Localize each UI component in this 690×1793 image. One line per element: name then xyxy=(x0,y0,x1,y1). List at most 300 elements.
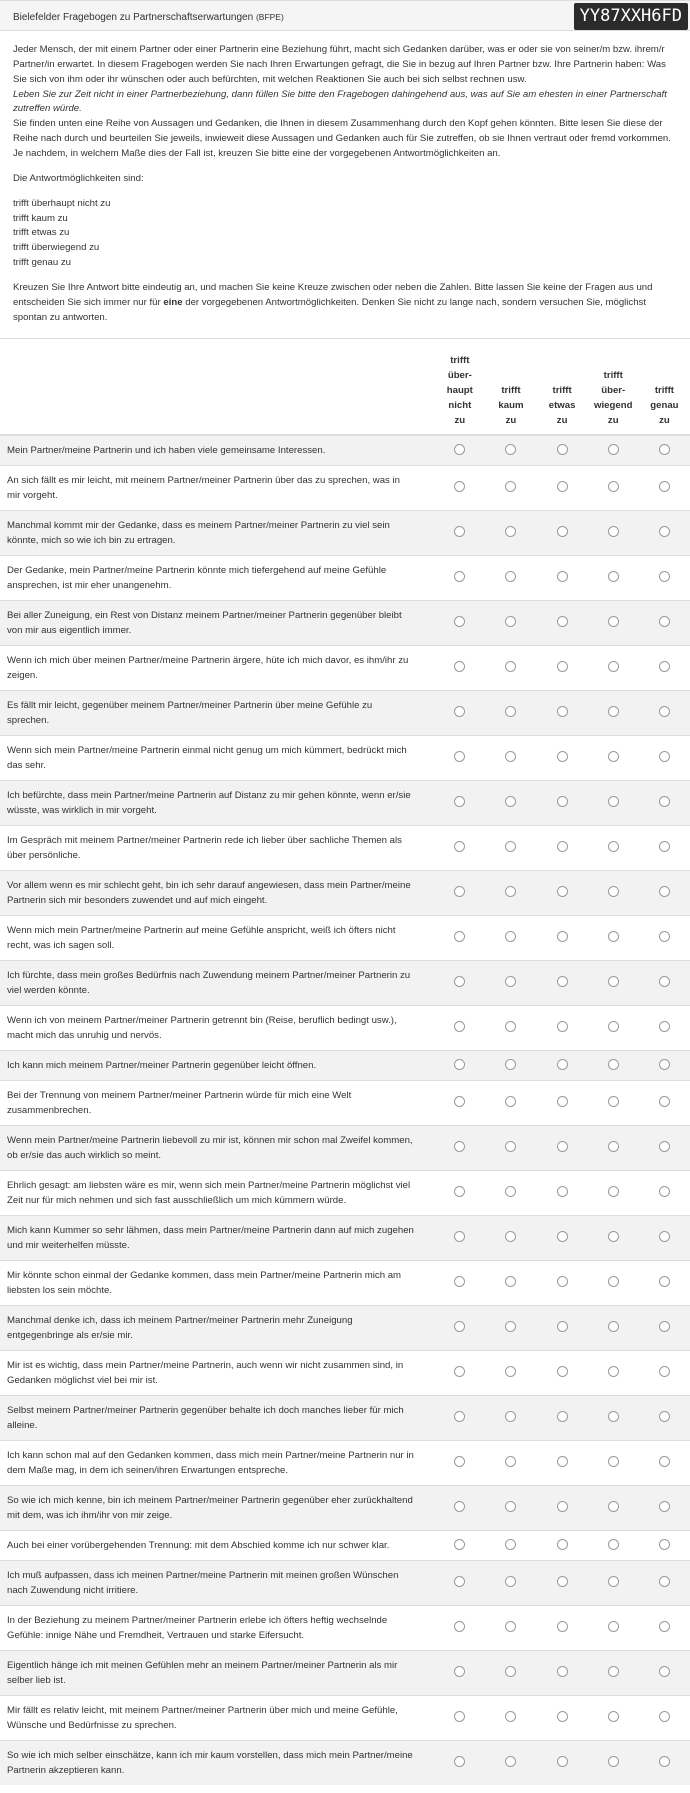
answer-cell xyxy=(434,825,485,870)
question-row xyxy=(0,1695,690,1740)
answer-cell xyxy=(639,1125,690,1170)
answer-radio[interactable] xyxy=(557,1411,568,1422)
answer-radio[interactable] xyxy=(557,706,568,717)
answer-radio[interactable] xyxy=(505,1231,516,1242)
answer-cell xyxy=(537,600,588,645)
answer-radio[interactable] xyxy=(557,1576,568,1587)
answer-cell xyxy=(485,1740,536,1785)
answer-radio[interactable] xyxy=(608,706,619,717)
options-heading: Die Antwortmöglichkeiten sind: xyxy=(13,172,144,184)
answer-radio[interactable] xyxy=(454,526,465,537)
answer-radio[interactable] xyxy=(608,1141,619,1152)
answer-radio[interactable] xyxy=(454,661,465,672)
question-text: Mir ist es wichtig, dass mein Partner/meine Partnerin, auch wenn wir nicht zusammen sind, in Gedanken möglichst viel bei mir ist. xyxy=(7,1359,404,1386)
answer-cell xyxy=(485,1170,536,1215)
answer-radio[interactable] xyxy=(608,1539,619,1550)
answer-radio[interactable] xyxy=(557,841,568,852)
answer-radio[interactable] xyxy=(557,481,568,492)
instructions xyxy=(0,31,690,339)
answer-radio[interactable] xyxy=(608,444,619,455)
answer-radio[interactable] xyxy=(557,1186,568,1197)
answer-radio[interactable] xyxy=(659,1711,670,1722)
question-row xyxy=(0,600,690,645)
answer-radio[interactable] xyxy=(557,1456,568,1467)
answer-radio[interactable] xyxy=(454,886,465,897)
answer-radio[interactable] xyxy=(659,1539,670,1550)
question-text: Wenn sich mein Partner/meine Partnerin einmal nicht genug um mich kümmert, bedrückt mich das sehr. xyxy=(7,744,407,771)
answer-cell xyxy=(639,735,690,780)
option-text: trifft überwiegend zu xyxy=(13,242,100,254)
question-row xyxy=(0,465,690,510)
answer-radio[interactable] xyxy=(659,1059,670,1070)
answer-radio[interactable] xyxy=(608,1621,619,1632)
answer-cell xyxy=(485,1305,536,1350)
question-rows xyxy=(0,435,690,1785)
answer-cell xyxy=(588,1050,639,1080)
answer-column-header xyxy=(537,339,588,435)
answer-radio[interactable] xyxy=(557,1276,568,1287)
answer-radio[interactable] xyxy=(608,1096,619,1107)
answer-cell xyxy=(485,915,536,960)
answer-radio[interactable] xyxy=(659,1456,670,1467)
answer-cell xyxy=(588,1080,639,1125)
answer-radio[interactable] xyxy=(659,1276,670,1287)
question-text: Wenn ich von meinem Partner/meiner Partnerin getrennt bin (Reise, beruflich bedingt usw.), macht mich das unruhig und nervös. xyxy=(7,1014,397,1041)
answer-cell xyxy=(588,1485,639,1530)
answer-radio[interactable] xyxy=(608,616,619,627)
answer-radio[interactable] xyxy=(505,1321,516,1332)
answer-radio[interactable] xyxy=(557,1756,568,1767)
answer-cell xyxy=(588,1740,639,1785)
answer-radio[interactable] xyxy=(454,1411,465,1422)
answer-radio[interactable] xyxy=(608,1456,619,1467)
answer-radio[interactable] xyxy=(557,1666,568,1677)
answer-cell xyxy=(485,1125,536,1170)
answer-radio[interactable] xyxy=(608,1756,619,1767)
question-row xyxy=(0,1530,690,1560)
answer-radio[interactable] xyxy=(608,1059,619,1070)
answer-radio[interactable] xyxy=(659,1366,670,1377)
answer-radio[interactable] xyxy=(557,1141,568,1152)
answer-cell xyxy=(588,1605,639,1650)
answer-cell xyxy=(537,1740,588,1785)
answer-cell xyxy=(485,600,536,645)
answer-radio[interactable] xyxy=(557,976,568,987)
answer-radio[interactable] xyxy=(454,1276,465,1287)
question-text: Ich muß aufpassen, dass ich meinen Partner/meine Partnerin mit meinen großen Wünschen nach Zuwendung nicht irritiere. xyxy=(7,1569,399,1596)
answer-cell xyxy=(537,1695,588,1740)
answer-cell xyxy=(537,1560,588,1605)
answer-radio[interactable] xyxy=(454,976,465,987)
answer-cell xyxy=(485,690,536,735)
question-text: Manchmal denke ich, dass ich meinem Partner/meiner Partnerin mehr Zuneigung entgegenbringe als er/sie mir. xyxy=(7,1314,353,1341)
answer-radio[interactable] xyxy=(454,1501,465,1512)
answer-radio[interactable] xyxy=(557,616,568,627)
answer-radio[interactable] xyxy=(557,751,568,762)
answer-radio[interactable] xyxy=(505,526,516,537)
column-header-line: zu xyxy=(505,414,517,426)
answer-radio[interactable] xyxy=(659,1501,670,1512)
answer-radio[interactable] xyxy=(659,1141,670,1152)
answer-radio[interactable] xyxy=(557,661,568,672)
answer-cell xyxy=(588,870,639,915)
question-row xyxy=(0,690,690,735)
answer-cell xyxy=(434,1215,485,1260)
question-row xyxy=(0,960,690,1005)
answer-radio[interactable] xyxy=(659,706,670,717)
answer-cell xyxy=(537,645,588,690)
column-header-line: haupt xyxy=(446,384,473,396)
answer-cell xyxy=(485,435,536,466)
answer-radio[interactable] xyxy=(608,1666,619,1677)
answer-radio[interactable] xyxy=(454,1621,465,1632)
answer-cell xyxy=(639,1650,690,1695)
answer-radio[interactable] xyxy=(454,1456,465,1467)
answer-radio[interactable] xyxy=(454,1576,465,1587)
answer-radio[interactable] xyxy=(557,1021,568,1032)
answer-cell xyxy=(537,1485,588,1530)
answer-cell xyxy=(588,1695,639,1740)
answer-radio[interactable] xyxy=(659,841,670,852)
answer-radio[interactable] xyxy=(505,1276,516,1287)
answer-radio[interactable] xyxy=(659,976,670,987)
answer-radio[interactable] xyxy=(505,976,516,987)
answer-radio[interactable] xyxy=(659,1021,670,1032)
answer-radio[interactable] xyxy=(608,481,619,492)
answer-radio[interactable] xyxy=(659,571,670,582)
answer-cell xyxy=(537,1650,588,1695)
answer-radio[interactable] xyxy=(659,444,670,455)
answer-cell xyxy=(537,960,588,1005)
answer-radio[interactable] xyxy=(505,1666,516,1677)
answer-cell xyxy=(537,1050,588,1080)
answer-cell xyxy=(639,1395,690,1440)
answer-cell xyxy=(434,1260,485,1305)
answer-radio[interactable] xyxy=(505,886,516,897)
answer-radio[interactable] xyxy=(557,1621,568,1632)
answer-cell xyxy=(434,1305,485,1350)
answer-radio[interactable] xyxy=(608,1321,619,1332)
question-row xyxy=(0,870,690,915)
question-text: Ich kann mich meinem Partner/meiner Partnerin gegenüber leicht öffnen. xyxy=(7,1059,317,1071)
question-text: Ich kann schon mal auf den Gedanken kommen, dass mich mein Partner/meine Partnerin nur in dem Maße mag, in dem ich seinen/ihren Erwartungen entspreche. xyxy=(7,1449,414,1476)
answer-radio[interactable] xyxy=(557,1096,568,1107)
answer-radio[interactable] xyxy=(505,796,516,807)
answer-cell xyxy=(485,1650,536,1695)
answer-radio[interactable] xyxy=(608,976,619,987)
answer-cell xyxy=(485,1005,536,1050)
column-header-row xyxy=(0,339,690,435)
answer-radio[interactable] xyxy=(608,1501,619,1512)
answer-radio[interactable] xyxy=(557,1231,568,1242)
question-row xyxy=(0,1560,690,1605)
answer-radio[interactable] xyxy=(505,1711,516,1722)
answer-radio[interactable] xyxy=(454,1186,465,1197)
answer-cell xyxy=(537,690,588,735)
question-row xyxy=(0,1260,690,1305)
answer-cell xyxy=(588,435,639,466)
answer-cell xyxy=(485,780,536,825)
answer-cell xyxy=(434,1650,485,1695)
answer-radio[interactable] xyxy=(454,481,465,492)
answer-radio[interactable] xyxy=(505,1059,516,1070)
question-row xyxy=(0,1215,690,1260)
answer-radio[interactable] xyxy=(608,1276,619,1287)
answer-radio[interactable] xyxy=(659,1321,670,1332)
answer-cell xyxy=(639,600,690,645)
question-text: Vor allem wenn es mir schlecht geht, bin ich sehr darauf angewiesen, dass mein Partner/meine Partnerin sich mir besonders zuwendet und auf mich eingeht. xyxy=(7,879,411,906)
answer-radio[interactable] xyxy=(454,1711,465,1722)
answer-radio[interactable] xyxy=(505,1576,516,1587)
question-row xyxy=(0,1305,690,1350)
answer-cell xyxy=(537,1080,588,1125)
question-text: Wenn mich mein Partner/meine Partnerin auf meine Gefühle anspricht, weiß ich öfters nicht recht, was ich sagen soll. xyxy=(7,924,396,951)
answer-radio[interactable] xyxy=(557,931,568,942)
answer-cell xyxy=(639,1080,690,1125)
answer-radio[interactable] xyxy=(505,1621,516,1632)
answer-radio[interactable] xyxy=(659,1096,670,1107)
answer-cell xyxy=(588,1350,639,1395)
answer-cell xyxy=(639,645,690,690)
answer-cell xyxy=(588,465,639,510)
question-row xyxy=(0,1080,690,1125)
answer-cell xyxy=(639,1530,690,1560)
column-header-line: etwas xyxy=(548,399,576,411)
answer-radio[interactable] xyxy=(608,841,619,852)
answer-radio[interactable] xyxy=(454,1231,465,1242)
answer-cell xyxy=(537,1170,588,1215)
answer-radio[interactable] xyxy=(454,931,465,942)
answer-cell xyxy=(537,870,588,915)
column-header-line: über- xyxy=(447,369,472,381)
answer-radio[interactable] xyxy=(505,706,516,717)
question-row xyxy=(0,1485,690,1530)
answer-cell xyxy=(639,1305,690,1350)
answer-radio[interactable] xyxy=(608,1711,619,1722)
answer-radio[interactable] xyxy=(557,526,568,537)
question-text: Mein Partner/meine Partnerin und ich haben viele gemeinsame Interessen. xyxy=(7,444,326,456)
answer-radio[interactable] xyxy=(659,1411,670,1422)
answer-radio[interactable] xyxy=(505,481,516,492)
answer-cell xyxy=(639,690,690,735)
answer-cell xyxy=(434,1170,485,1215)
answer-radio[interactable] xyxy=(659,931,670,942)
answer-radio[interactable] xyxy=(454,1666,465,1677)
answer-cell xyxy=(537,510,588,555)
answer-radio[interactable] xyxy=(659,796,670,807)
answer-cell xyxy=(434,1485,485,1530)
answer-radio[interactable] xyxy=(608,1411,619,1422)
answer-radio[interactable] xyxy=(557,886,568,897)
answer-cell xyxy=(434,1350,485,1395)
answer-cell xyxy=(588,960,639,1005)
answer-radio[interactable] xyxy=(454,1366,465,1377)
answer-radio[interactable] xyxy=(659,1576,670,1587)
question-row xyxy=(0,780,690,825)
answer-cell xyxy=(485,1440,536,1485)
question-text: Ehrlich gesagt: am liebsten wäre es mir, wenn sich mein Partner/meine Partnerin möglichst viel Zeit nur für mich nehmen und sich fast ausschließlich um mich kümmern würde. xyxy=(7,1179,411,1206)
answer-radio[interactable] xyxy=(557,571,568,582)
answer-radio[interactable] xyxy=(659,661,670,672)
answer-cell xyxy=(537,1125,588,1170)
answer-radio[interactable] xyxy=(557,1501,568,1512)
answer-cell xyxy=(639,825,690,870)
answer-radio[interactable] xyxy=(454,1059,465,1070)
answer-radio[interactable] xyxy=(454,444,465,455)
answer-radio[interactable] xyxy=(454,1021,465,1032)
answer-cell xyxy=(434,1125,485,1170)
answer-radio[interactable] xyxy=(505,1186,516,1197)
column-header-line: zu xyxy=(556,414,568,426)
answer-radio[interactable] xyxy=(505,841,516,852)
answer-radio[interactable] xyxy=(505,1411,516,1422)
question-text: Wenn ich mich über meinen Partner/meine Partnerin ärgere, hüte ich mich davor, es ihm/ihr zu zeigen. xyxy=(7,654,409,681)
answer-cell xyxy=(588,1650,639,1695)
question-row xyxy=(0,435,690,466)
answer-radio[interactable] xyxy=(454,841,465,852)
answer-cell xyxy=(485,1530,536,1560)
column-header-line: wiegend xyxy=(594,399,633,411)
answer-radio[interactable] xyxy=(659,481,670,492)
answer-radio[interactable] xyxy=(557,1059,568,1070)
answer-column-header xyxy=(485,339,536,435)
answer-cell xyxy=(434,1440,485,1485)
answer-radio[interactable] xyxy=(454,796,465,807)
answer-radio[interactable] xyxy=(505,571,516,582)
answer-radio[interactable] xyxy=(454,1539,465,1550)
answer-radio[interactable] xyxy=(659,1186,670,1197)
column-header-line: trifft xyxy=(654,384,674,396)
option-text: trifft kaum zu xyxy=(13,212,68,224)
answer-radio[interactable] xyxy=(659,1666,670,1677)
answer-cell xyxy=(434,435,485,466)
column-header-line: zu xyxy=(607,414,619,426)
answer-radio[interactable] xyxy=(454,1141,465,1152)
answer-radio[interactable] xyxy=(557,1321,568,1332)
answer-radio[interactable] xyxy=(557,1539,568,1550)
answer-radio[interactable] xyxy=(454,1096,465,1107)
answer-radio[interactable] xyxy=(454,751,465,762)
answer-cell xyxy=(434,645,485,690)
answer-radio[interactable] xyxy=(505,1021,516,1032)
answer-cell xyxy=(588,1260,639,1305)
answer-cell xyxy=(537,555,588,600)
answer-radio[interactable] xyxy=(505,444,516,455)
answer-radio[interactable] xyxy=(454,571,465,582)
answer-cell xyxy=(639,960,690,1005)
answer-cell xyxy=(588,915,639,960)
column-header-line: genau xyxy=(650,399,679,411)
question-text: An sich fällt es mir leicht, mit meinem Partner/meiner Partnerin über das zu sprechen, was in mir vorgeht. xyxy=(7,474,400,501)
answer-radio[interactable] xyxy=(608,1366,619,1377)
answer-cell xyxy=(588,1305,639,1350)
answer-cell xyxy=(434,1530,485,1560)
answer-radio[interactable] xyxy=(505,1141,516,1152)
answer-cell xyxy=(537,735,588,780)
answer-radio[interactable] xyxy=(454,706,465,717)
answer-cell xyxy=(588,1440,639,1485)
answer-radio[interactable] xyxy=(608,526,619,537)
answer-radio[interactable] xyxy=(608,751,619,762)
answer-cell xyxy=(639,1170,690,1215)
answer-radio[interactable] xyxy=(659,1756,670,1767)
question-row xyxy=(0,1740,690,1785)
answer-radio[interactable] xyxy=(454,616,465,627)
answer-radio[interactable] xyxy=(557,1711,568,1722)
answer-radio[interactable] xyxy=(505,1539,516,1550)
answer-cell xyxy=(485,735,536,780)
question-text: Im Gespräch mit meinem Partner/meiner Partnerin rede ich lieber über sachliche Themen als über persönliche. xyxy=(7,834,402,861)
answer-radio[interactable] xyxy=(608,1231,619,1242)
answer-cell xyxy=(639,510,690,555)
answer-radio[interactable] xyxy=(659,1231,670,1242)
question-text: Ich befürchte, dass mein Partner/meine Partnerin auf Distanz zu mir gehen könnte, wenn er/sie wüsste, was wirklich in mir vorgeht. xyxy=(7,789,411,816)
answer-radio[interactable] xyxy=(505,1096,516,1107)
answer-cell xyxy=(537,780,588,825)
answer-radio[interactable] xyxy=(505,1501,516,1512)
answer-radio[interactable] xyxy=(659,886,670,897)
answer-cell xyxy=(434,465,485,510)
question-text: In der Beziehung zu meinem Partner/meiner Partnerin erlebe ich öfters heftig wechselnde Gefühle: innige Nähe und Fremdheit, Vertrauen und starke Eifersucht. xyxy=(7,1614,388,1641)
answer-cell xyxy=(485,555,536,600)
answer-radio[interactable] xyxy=(608,886,619,897)
answer-radio[interactable] xyxy=(505,1756,516,1767)
answer-radio[interactable] xyxy=(608,661,619,672)
answer-radio[interactable] xyxy=(454,1756,465,1767)
question-row xyxy=(0,555,690,600)
answer-cell xyxy=(485,870,536,915)
answer-radio[interactable] xyxy=(659,616,670,627)
answer-radio[interactable] xyxy=(659,1621,670,1632)
answer-radio[interactable] xyxy=(608,571,619,582)
answer-radio[interactable] xyxy=(659,751,670,762)
question-text: Eigentlich hänge ich mit meinen Gefühlen mehr an meinem Partner/meiner Partnerin als mir selber lieb ist. xyxy=(7,1659,398,1686)
answer-radio[interactable] xyxy=(608,1186,619,1197)
answer-radio[interactable] xyxy=(505,1366,516,1377)
answer-radio[interactable] xyxy=(505,751,516,762)
question-text: Wenn mein Partner/meine Partnerin liebevoll zu mir ist, können mir schon mal Zweifel kommen, ob er/sie das auch wirklich so meint. xyxy=(7,1134,413,1161)
question-text: Selbst meinem Partner/meiner Partnerin gegenüber behalte ich doch manches lieber für mich alleine. xyxy=(7,1404,404,1431)
answer-cell xyxy=(485,645,536,690)
answer-radio[interactable] xyxy=(608,796,619,807)
answer-radio[interactable] xyxy=(505,661,516,672)
answer-cell xyxy=(485,825,536,870)
question-row xyxy=(0,645,690,690)
answer-radio[interactable] xyxy=(659,526,670,537)
answer-radio[interactable] xyxy=(608,1576,619,1587)
answer-radio[interactable] xyxy=(608,931,619,942)
answer-cell xyxy=(434,1050,485,1080)
answer-cell xyxy=(588,780,639,825)
answer-cell xyxy=(639,1485,690,1530)
answer-radio[interactable] xyxy=(557,1366,568,1377)
answer-radio[interactable] xyxy=(505,931,516,942)
answer-radio[interactable] xyxy=(557,796,568,807)
instructions-paragraph: Jeder Mensch, der mit einem Partner oder einer Partnerin eine Beziehung führt, macht sich Gedanken darüber, was er oder sie von seiner/m bzw. ihrem/r Partner/in erwartet. In diesem Fragebogen werden Sie nach Ihren Erwartungen gefragt, die Sie in bezug auf Ihren Partner bzw. Ihre Partnerin haben: Was Sie sich von ihm oder ihr wünschen oder auch befürchten, mit welchen Reaktionen Sie auch bei sich selbst rechnen usw. Leben Sie zur Zeit nicht in einer Partnerbeziehung, dann füllen Sie bitte den Fragebogen dahingehend aus, was auf Sie am ehesten in einer Partnerschaft zutreffen würde. Sie finden unten eine Reihe von Aussagen und Gedanken, die Ihnen in diesem Zusammenhang durch den Kopf gehen könnten. Bitte lesen Sie diese der Reihe nach durch und beurteilen Sie jeweils, inwieweit diese Aussagen und Gedanken auch für Sie zutreffen, ob sie Ihnen vertraut oder fremd vorkommen. Je nachdem, in welchem Maße dies der Fall ist, kreuzen Sie bitte eine der vorgegebenen Antwortmöglichkeiten an. xyxy=(13,44,671,160)
answer-radio[interactable] xyxy=(557,444,568,455)
answer-cell xyxy=(434,1005,485,1050)
answer-radio[interactable] xyxy=(454,1321,465,1332)
answer-cell xyxy=(639,1215,690,1260)
answer-cell xyxy=(639,780,690,825)
answer-radio[interactable] xyxy=(505,616,516,627)
answer-column-header xyxy=(639,339,690,435)
answer-cell xyxy=(485,1395,536,1440)
question-text: Bei der Trennung von meinem Partner/meiner Partnerin würde für mich eine Welt zusammenbrechen. xyxy=(7,1089,352,1116)
answer-cell xyxy=(537,1350,588,1395)
answer-radio[interactable] xyxy=(505,1456,516,1467)
answer-radio[interactable] xyxy=(608,1021,619,1032)
